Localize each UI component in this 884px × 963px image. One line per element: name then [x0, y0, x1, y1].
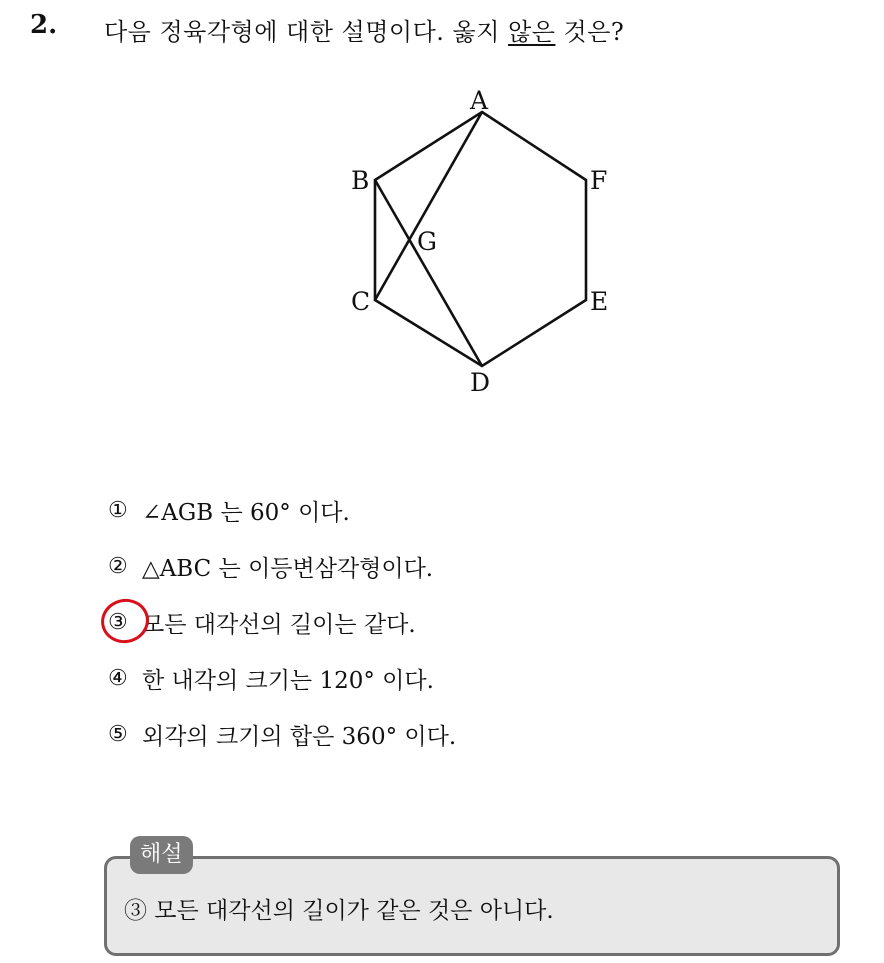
answer-circle-mark	[97, 594, 153, 647]
question-text-before: 다음 정육각형에 대한 설명이다. 옳지	[104, 18, 509, 46]
vertex-label-e: E	[590, 287, 609, 316]
choice-number: ②	[108, 554, 128, 579]
vertex-label-b: B	[351, 166, 370, 195]
vertex-label-g: G	[417, 227, 437, 256]
question-text-underlined: 않은	[508, 18, 556, 46]
choice-number: ⑤	[108, 722, 128, 747]
vertex-label-c: C	[351, 287, 371, 316]
choice-text: 모든 대각선의 길이는 같다.	[142, 612, 416, 638]
choice-number: ①	[108, 498, 128, 523]
choice-2[interactable]	[108, 550, 433, 583]
solution-tag: 해설	[130, 836, 193, 874]
hexagon-figure	[330, 84, 630, 404]
hexagon-outline	[375, 112, 586, 366]
choice-3[interactable]	[108, 606, 416, 639]
choice-text: 외각의 크기의 합은 360° 이다.	[142, 724, 457, 750]
choice-number: ③	[108, 610, 128, 635]
vertex-label-f: F	[590, 166, 608, 195]
question-number: 2.	[30, 10, 58, 40]
choice-text: ∠AGB 는 60° 이다.	[142, 500, 350, 526]
choice-text: △ABC 는 이등변삼각형이다.	[142, 556, 434, 582]
vertex-label-d: D	[470, 368, 491, 397]
hexagon-diagram	[330, 84, 630, 404]
choice-4[interactable]	[108, 662, 434, 695]
solution-text: ③ 모든 대각선의 길이가 같은 것은 아니다.	[124, 898, 554, 924]
question-text	[104, 12, 624, 47]
choice-5[interactable]	[108, 718, 456, 751]
choice-number: ④	[108, 666, 128, 691]
choice-1[interactable]	[108, 494, 350, 527]
choice-text: 한 내각의 크기는 120° 이다.	[142, 668, 434, 694]
question-text-after: 것은?	[555, 18, 625, 46]
vertex-label-a: A	[470, 86, 489, 115]
